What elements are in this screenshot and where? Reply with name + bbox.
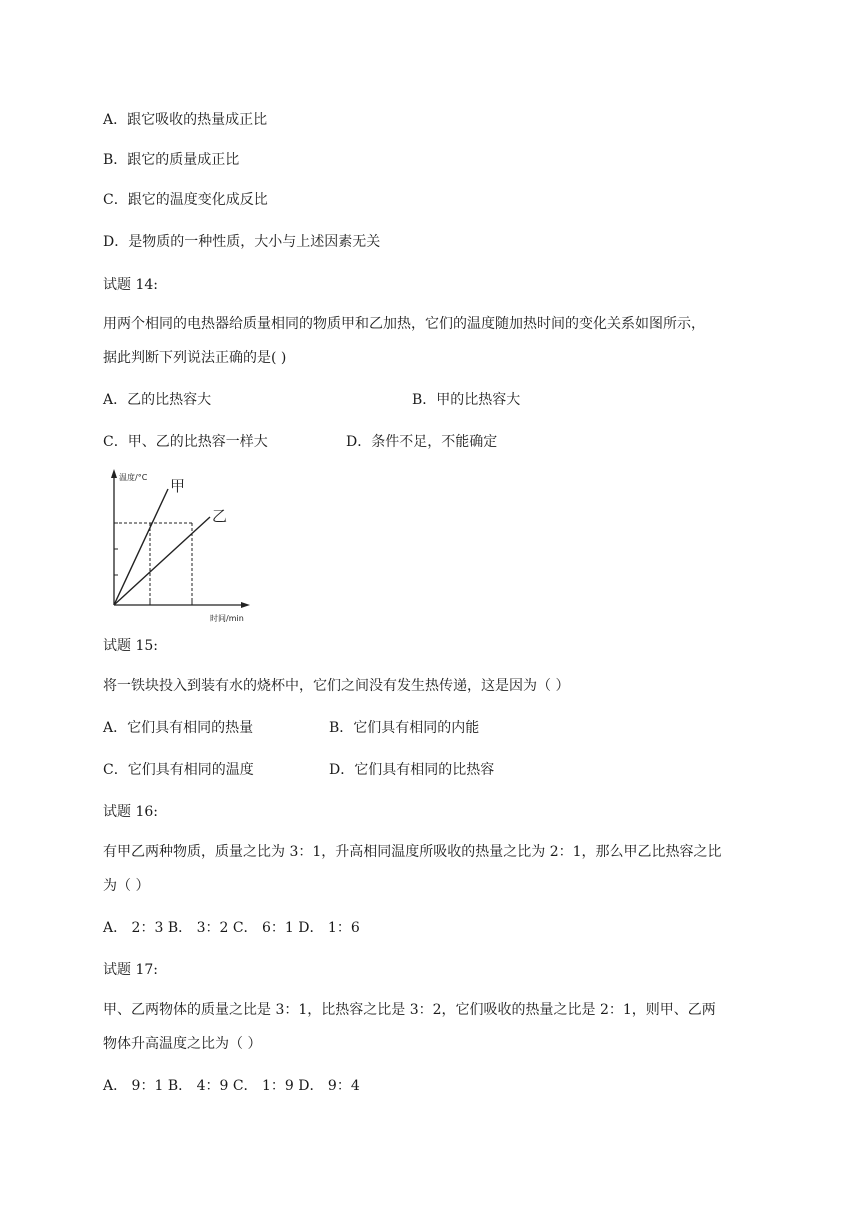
q14-option-c: C．甲、乙的比热容一样大 <box>103 434 268 450</box>
q14-title: 试题 14: <box>103 277 158 293</box>
q15-stem: 将一铁块投入到装有水的烧杯中，它们之间没有发生热传递，这是因为（ ） <box>103 678 570 694</box>
q13-option-c: C．跟它的温度变化成反比 <box>103 192 268 208</box>
q15-title: 试题 15: <box>103 638 158 654</box>
q15-option-b: B．它们具有相同的内能 <box>329 720 480 736</box>
series-label-yi: 乙 <box>212 507 228 525</box>
q13-option-a: A．跟它吸收的热量成正比 <box>103 112 268 128</box>
y-axis-label: 温度/°C <box>119 473 148 482</box>
series-label-jia: 甲 <box>170 477 186 495</box>
x-axis-label: 时间/min <box>210 614 244 623</box>
q16-stem-line1: 有甲乙两种物质，质量之比为 3：1，升高相同温度所吸收的热量之比为 2：1，那么甲乙比热容之比 <box>103 844 722 860</box>
y-axis-arrow <box>111 469 117 478</box>
q15-option-c: C．它们具有相同的温度 <box>103 762 254 778</box>
q14-option-b: B．甲的比热容大 <box>412 392 521 408</box>
q14-option-a: A．乙的比热容大 <box>103 392 212 408</box>
x-axis-arrow <box>241 602 250 608</box>
q16-stem-line2: 为（ ） <box>103 878 150 894</box>
q13-option-d: D．是物质的一种性质，大小与上述因素无关 <box>103 234 381 250</box>
q14-stem-line2: 据此判断下列说法正确的是( ) <box>103 350 287 366</box>
q15-option-a: A．它们具有相同的热量 <box>103 720 254 736</box>
q14-stem-line1: 用两个相同的电热器给质量相同的物质甲和乙加热，它们的温度随加热时间的变化关系如图所示， <box>103 316 705 332</box>
series-line-yi <box>114 517 210 605</box>
q17-stem-line2: 物体升高温度之比为（ ） <box>103 1036 262 1052</box>
q16-title: 试题 16: <box>103 804 158 820</box>
q14-option-d: D．条件不足，不能确定 <box>346 434 498 450</box>
q16-options: A． 2：3 B． 3：2 C． 6：1 D． 1：6 <box>103 920 360 936</box>
series-line-jia <box>114 489 168 605</box>
q15-option-d: D．它们具有相同的比热容 <box>329 762 495 778</box>
q13-option-b: B．跟它的质量成正比 <box>103 152 240 168</box>
q17-stem-line1: 甲、乙两物体的质量之比是 3：1，比热容之比是 3：2，它们吸收的热量之比是 2：1，则甲、乙两 <box>103 1002 716 1018</box>
q17-options: A． 9：1 B． 4：9 C． 1：9 D． 9：4 <box>103 1078 360 1094</box>
q17-title: 试题 17: <box>103 962 158 978</box>
temperature-time-graph <box>98 465 258 625</box>
